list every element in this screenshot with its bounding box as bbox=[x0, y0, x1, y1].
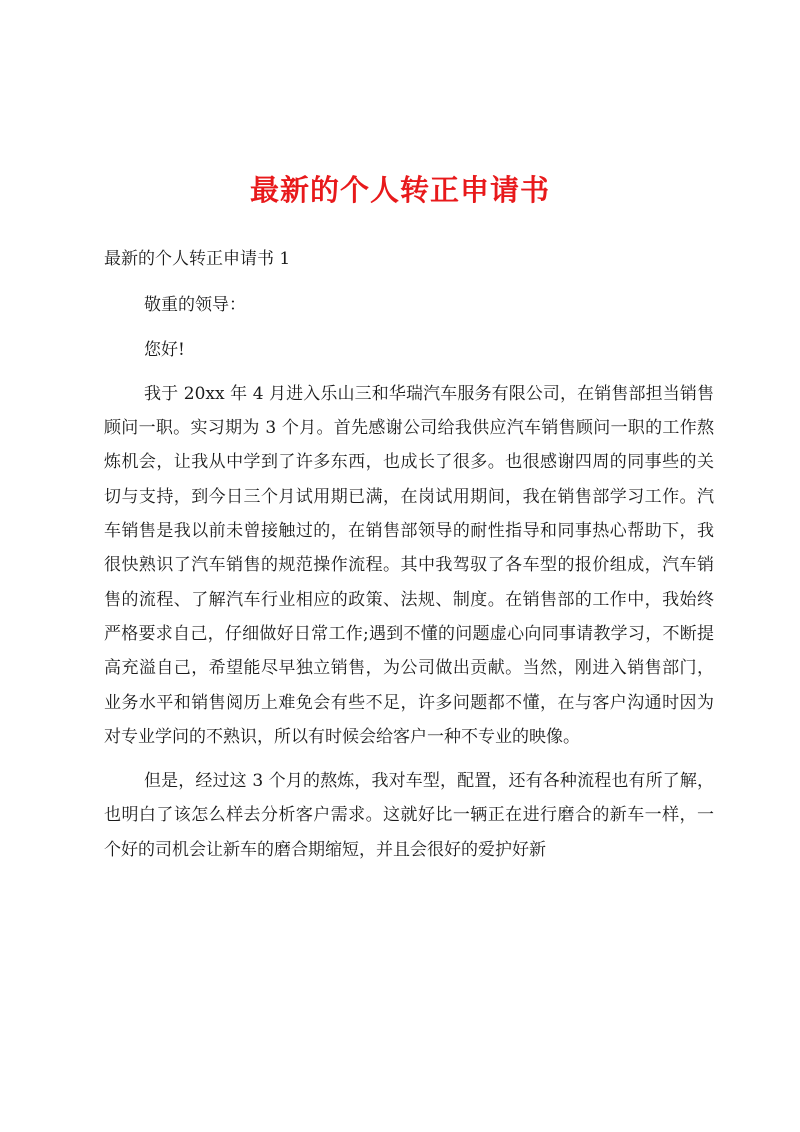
document-body bbox=[104, 242, 714, 867]
document-subtitle: 最新的个人转正申请书 1 bbox=[104, 249, 291, 269]
document-title: 最新的个人转正申请书 bbox=[249, 173, 550, 207]
greeting: 您好! bbox=[144, 339, 185, 360]
body-paragraph-2: 但是，经过这 3 个月的熬炼，我对车型，配置，还有各种流程也有所了解，也明白了该怎么样去分析客户需求。这就好比一辆正在进行磨合的新车一样，一个好的司机会让新车的磨合期缩短，并且会很好的爱护好新 bbox=[104, 771, 714, 860]
salutation: 敬重的领导： bbox=[144, 295, 246, 316]
body-paragraph-1: 我于 20xx 年 4 月进入乐山三和华瑞汽车服务有限公司，在销售部担当销售顾问一职。实习期为 3 个月。首先感谢公司给我供应汽车销售顾问一职的工作熬炼机会，让我从中学到了许多东西，也成长了很多。也很感谢四周的同事些的关切与支持，到今日三个月试用期已满，在岗试用期间，我在销售部学习工作。汽车销售是我以前未曾接触过的，在销售部领导的耐性指导和同事热心帮助下，我很快熟识了汽车销售的规范操作流程。其中我驾驭了各车型的报价组成，汽车销售的流程、了解汽车行业相应的政策、法规、制度。在销售部的工作中，我始终严格要求自己，仔细做好日常工作;遇到不懂的问题虚心向同事请教学习，不断提高充溢自己，希望能尽早独立销售，为公司做出贡献。当然，刚进入销售部门，业务水平和销售阅历上难免会有些不足，许多问题都不懂，在与客户沟通时因为对专业学问的不熟识，所以有时候会给客户一种不专业的映像。 bbox=[104, 383, 714, 747]
